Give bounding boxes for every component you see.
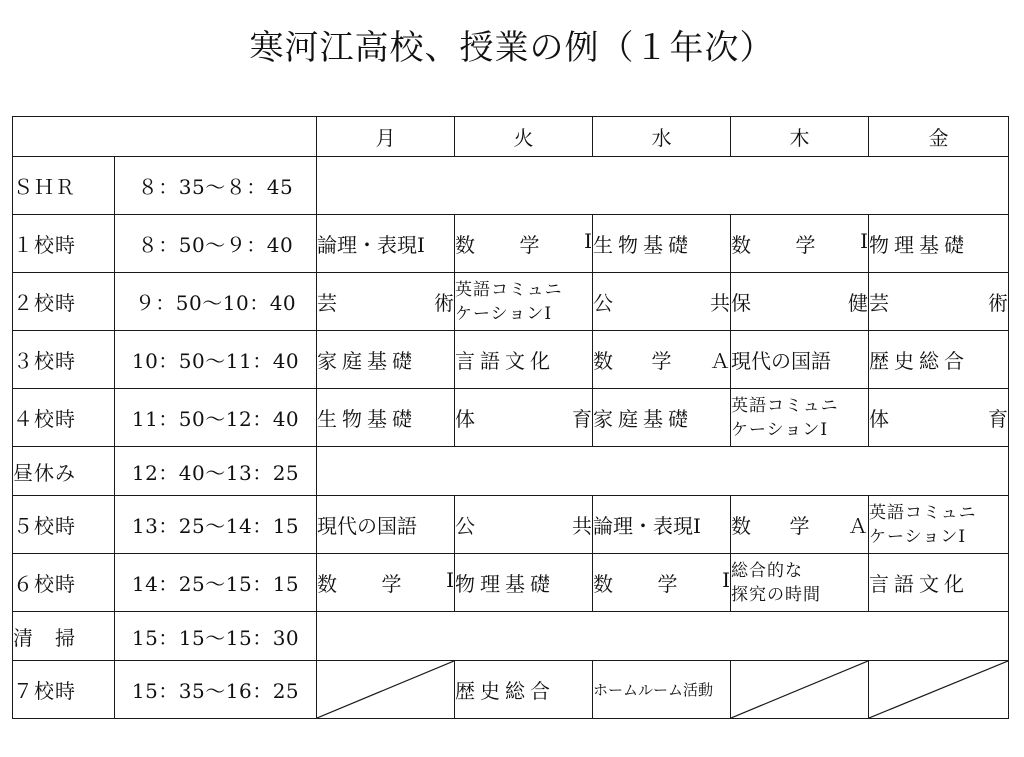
subject-cell: 現代の国語 — [317, 496, 455, 554]
period-label: ５校時 — [13, 496, 115, 554]
subject-cell: 数 学 Ａ — [593, 331, 731, 389]
no-class-cell — [869, 661, 1009, 719]
subject-cell: 数 学 Ⅰ — [593, 554, 731, 612]
row-period-5 — [13, 496, 1009, 554]
time-range: 14：25〜15：15 — [115, 554, 317, 612]
row-period-1 — [13, 215, 1009, 273]
subject-cell: 歴史総合 — [869, 331, 1009, 389]
no-class-cell — [317, 661, 455, 719]
subject-cell: 保 健 — [731, 273, 869, 331]
diagonal-slash-icon — [731, 661, 868, 718]
day-header-fri: 金 — [869, 117, 1009, 157]
header-row — [13, 117, 1009, 157]
empty-span-cell — [317, 157, 1009, 215]
subject-cell: 数 学 Ⅰ — [317, 554, 455, 612]
period-label: ３校時 — [13, 331, 115, 389]
subject-cell: 言語文化 — [869, 554, 1009, 612]
period-label: 清 掃 — [13, 612, 115, 661]
empty-span-cell — [317, 447, 1009, 496]
subject-cell: 英語コミュニ ケーションⅠ — [455, 273, 593, 331]
row-cleaning — [13, 612, 1009, 661]
time-range: 15：35〜16：25 — [115, 661, 317, 719]
subject-cell: 総合的な 探究の時間 — [731, 554, 869, 612]
subject-cell: 家庭基礎 — [317, 331, 455, 389]
time-range: 12：40〜13：25 — [115, 447, 317, 496]
subject-cell: 英語コミュニ ケーションⅠ — [869, 496, 1009, 554]
period-label: ６校時 — [13, 554, 115, 612]
time-range: 10：50〜11：40 — [115, 331, 317, 389]
subject-cell: 数 学 Ⅰ — [455, 215, 593, 273]
day-header-tue: 火 — [455, 117, 593, 157]
subject-cell: 数 学 Ⅰ — [731, 215, 869, 273]
subject-cell: 生物基礎 — [317, 389, 455, 447]
day-header-thu: 木 — [731, 117, 869, 157]
row-period-3 — [13, 331, 1009, 389]
period-label: ７校時 — [13, 661, 115, 719]
page-title: 寒河江高校、授業の例（１年次） — [249, 28, 775, 68]
period-label: 昼休み — [13, 447, 115, 496]
period-label: ４校時 — [13, 389, 115, 447]
row-period-4 — [13, 389, 1009, 447]
period-label: １校時 — [13, 215, 115, 273]
time-range: 11：50〜12：40 — [115, 389, 317, 447]
diagonal-slash-icon — [317, 661, 454, 718]
row-period-7 — [13, 661, 1009, 719]
subject-cell: 家庭基礎 — [593, 389, 731, 447]
subject-cell: 生物基礎 — [593, 215, 731, 273]
row-period-6 — [13, 554, 1009, 612]
subject-cell: 現代の国語 — [731, 331, 869, 389]
day-header-wed: 水 — [593, 117, 731, 157]
subject-cell: 論理・表現Ⅰ — [317, 215, 455, 273]
subject-cell: 体 育 — [455, 389, 593, 447]
subject-cell: 物理基礎 — [869, 215, 1009, 273]
subject-cell: 芸 術 — [317, 273, 455, 331]
period-label: ＳＨＲ — [13, 157, 115, 215]
diagonal-slash-icon — [869, 661, 1008, 718]
time-range: 13：25〜14：15 — [115, 496, 317, 554]
header-corner — [13, 117, 317, 157]
empty-span-cell — [317, 612, 1009, 661]
period-label: ２校時 — [13, 273, 115, 331]
subject-cell: 公 共 — [593, 273, 731, 331]
subject-cell: 芸 術 — [869, 273, 1009, 331]
timetable — [12, 116, 1009, 719]
row-period-2 — [13, 273, 1009, 331]
time-range: ８：50〜９：40 — [115, 215, 317, 273]
subject-cell: 英語コミュニ ケーションⅠ — [731, 389, 869, 447]
time-range: ９：50〜10：40 — [115, 273, 317, 331]
subject-cell: ホームルーム活動 — [593, 661, 731, 719]
subject-cell: 言語文化 — [455, 331, 593, 389]
time-range: 15：15〜15：30 — [115, 612, 317, 661]
row-shr — [13, 157, 1009, 215]
time-range: ８：35〜８：45 — [115, 157, 317, 215]
subject-cell: 体 育 — [869, 389, 1009, 447]
subject-cell: 数 学 Ａ — [731, 496, 869, 554]
subject-cell: 物理基礎 — [455, 554, 593, 612]
subject-cell: 公 共 — [455, 496, 593, 554]
row-lunch — [13, 447, 1009, 496]
subject-cell: 歴史総合 — [455, 661, 593, 719]
day-header-mon: 月 — [317, 117, 455, 157]
subject-cell: 論理・表現Ⅰ — [593, 496, 731, 554]
no-class-cell — [731, 661, 869, 719]
